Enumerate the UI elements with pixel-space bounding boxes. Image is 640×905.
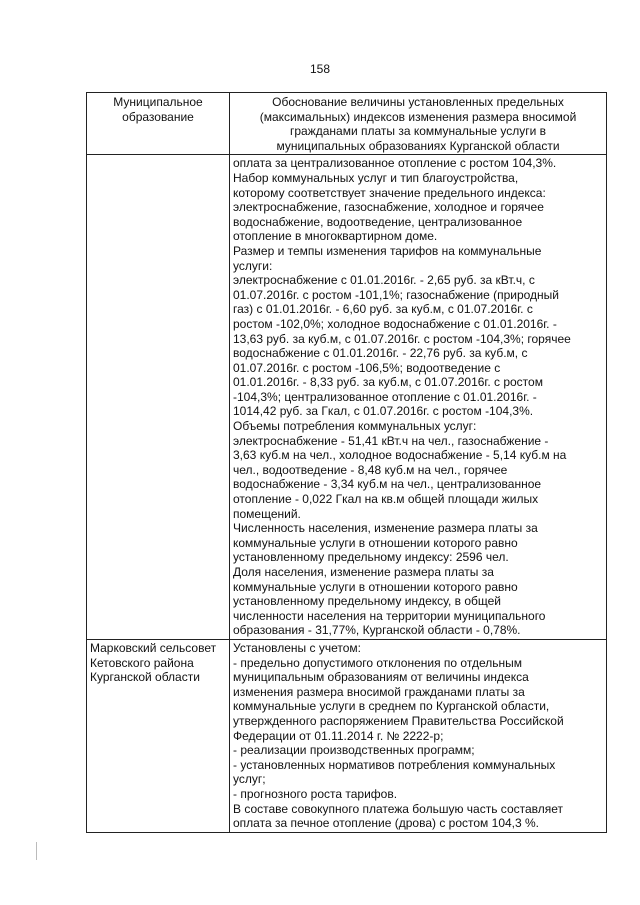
text-line: услуги:: [233, 258, 273, 273]
header-justification-line: Обоснование величины установленных предельных: [272, 95, 564, 109]
header-justification-line: (максимальных) индексов изменения размера вносимой: [259, 109, 577, 124]
text-line: Марковский сельсовет: [90, 640, 217, 655]
text-line: отопление - 0,022 Гкал на кв.м общей площади жилых: [233, 492, 539, 507]
text-line: изменения размера вносимой гражданами платы за: [233, 684, 525, 699]
municipality-cell: [87, 639, 230, 832]
text-line: ростом -102,0%; холодное водоснабжение с 01.01.2016г. -: [233, 316, 557, 331]
text-line: водоснабжение - 3,34 куб.м на чел., централизованное: [233, 477, 542, 492]
text-line: отопление в многоквартирном доме.: [233, 229, 438, 244]
text-line: электроснабжение с 01.01.2016г. - 2,65 руб. за кВт.ч, с: [233, 273, 535, 288]
text-line: 13,63 руб. за куб.м, с 01.07.2016г. с ростом -104,3%; горячее: [233, 331, 571, 346]
text-line: Набор коммунальных услуг и тип благоустройства,: [233, 170, 519, 185]
text-line: 01.07.2016г. с ростом -101,1%; газоснабжение (природный: [233, 287, 559, 302]
text-line: Федерации от 01.11.2014 г. № 2222-р;: [233, 728, 444, 743]
text-line: 1014,42 руб. за Гкал, с 01.07.2016г. с ростом -104,3%.: [233, 404, 534, 419]
header-justification: [230, 93, 607, 155]
header-justification-line: муниципальных образованиях Курганской области: [276, 138, 560, 153]
text-line: - реализации производственных программ;: [233, 743, 475, 758]
text-line: помещений.: [233, 506, 301, 521]
text-line: оплата за печное отопление (дрова) с ростом 104,3 %.: [233, 816, 540, 831]
text-line: коммунальные услуги в отношении которого равно: [233, 579, 518, 594]
text-line: Размер и темпы изменения тарифов на коммунальные: [233, 243, 542, 258]
margin-mark: [36, 842, 37, 860]
text-line: которому соответствует значение предельного индекса:: [233, 185, 546, 200]
text-line: муниципальным образованиям от величины индекса: [233, 670, 529, 685]
text-line: - прогнозного роста тарифов.: [233, 786, 398, 801]
text-line: установленному предельному индексу, в общей: [233, 594, 501, 609]
text-line: Доля населения, изменение размера платы за: [233, 565, 494, 579]
text-line: -104,3%; централизованное отопление с 01.01.2016г. -: [233, 389, 537, 404]
text-line: коммунальные услуги в среднем по Курганской области,: [233, 699, 550, 714]
municipality-cell: [87, 155, 230, 640]
text-line: электроснабжение, газоснабжение, холодное и горячее: [233, 200, 544, 215]
text-line: Установлены с учетом:: [233, 640, 361, 655]
text-line: В составе совокупного платежа большую часть составляет: [233, 801, 564, 816]
text-line: водоснабжение с 01.01.2016г. - 22,76 руб. за куб.м, с: [233, 346, 528, 361]
justification-cell: [230, 155, 607, 640]
header-municipality: [87, 93, 230, 155]
text-line: услуг;: [233, 772, 266, 787]
header-justification-line: гражданами платы за коммунальные услуги в: [289, 124, 547, 139]
header-municipality-line: образование: [122, 109, 194, 124]
text-line: коммунальные услуги в отношении которого равно: [233, 535, 518, 550]
text-line: Кетовского района: [90, 655, 194, 670]
text-line: Объемы потребления коммунальных услуг:: [233, 419, 477, 434]
header-municipality-line: Муниципальное: [113, 95, 203, 109]
text-line: установленному предельному индексу: 2596 чел.: [233, 550, 509, 565]
text-line: 3,63 куб.м на чел., холодное водоснабжение - 5,14 куб.м на: [233, 448, 567, 463]
text-line: Численность населения, изменение размера платы за: [233, 521, 538, 536]
text-line: электроснабжение - 51,41 кВт.ч на чел., газоснабжение -: [233, 433, 549, 448]
text-line: водоснабжение, водоотведение, централизованное: [233, 214, 523, 229]
text-line: 01.01.2016г. - 8,33 руб. за куб.м, с 01.07.2016г. с ростом: [233, 375, 543, 390]
justification-cell: [230, 639, 607, 832]
text-line: Курганской области: [90, 670, 200, 685]
tariff-table: [86, 92, 607, 833]
text-line: оплата за централизованное отопление с ростом 104,3%.: [233, 156, 557, 171]
text-line: образования - 31,77%, Курганской области - 0,78%.: [233, 623, 521, 638]
table-row: [87, 639, 607, 832]
table-row: [87, 155, 607, 640]
table-header-row: [87, 93, 607, 155]
page-number: 158: [309, 62, 331, 76]
text-line: - предельно допустимого отклонения по отдельным: [233, 655, 522, 670]
text-line: чел., водоотведение - 8,48 куб.м на чел., горячее: [233, 462, 508, 477]
text-line: 01.07.2016г. с ростом -106,5%; водоотведение с: [233, 360, 501, 375]
text-line: численности населения на территории муниципального: [233, 608, 546, 623]
text-line: - установленных нормативов потребления коммунальных: [233, 757, 556, 772]
text-line: газ) с 01.01.2016г. - 6,60 руб. за куб.м, с 01.07.2016г. с: [233, 302, 533, 317]
text-line: утвержденного распоряжением Правительства Российской: [233, 713, 564, 728]
